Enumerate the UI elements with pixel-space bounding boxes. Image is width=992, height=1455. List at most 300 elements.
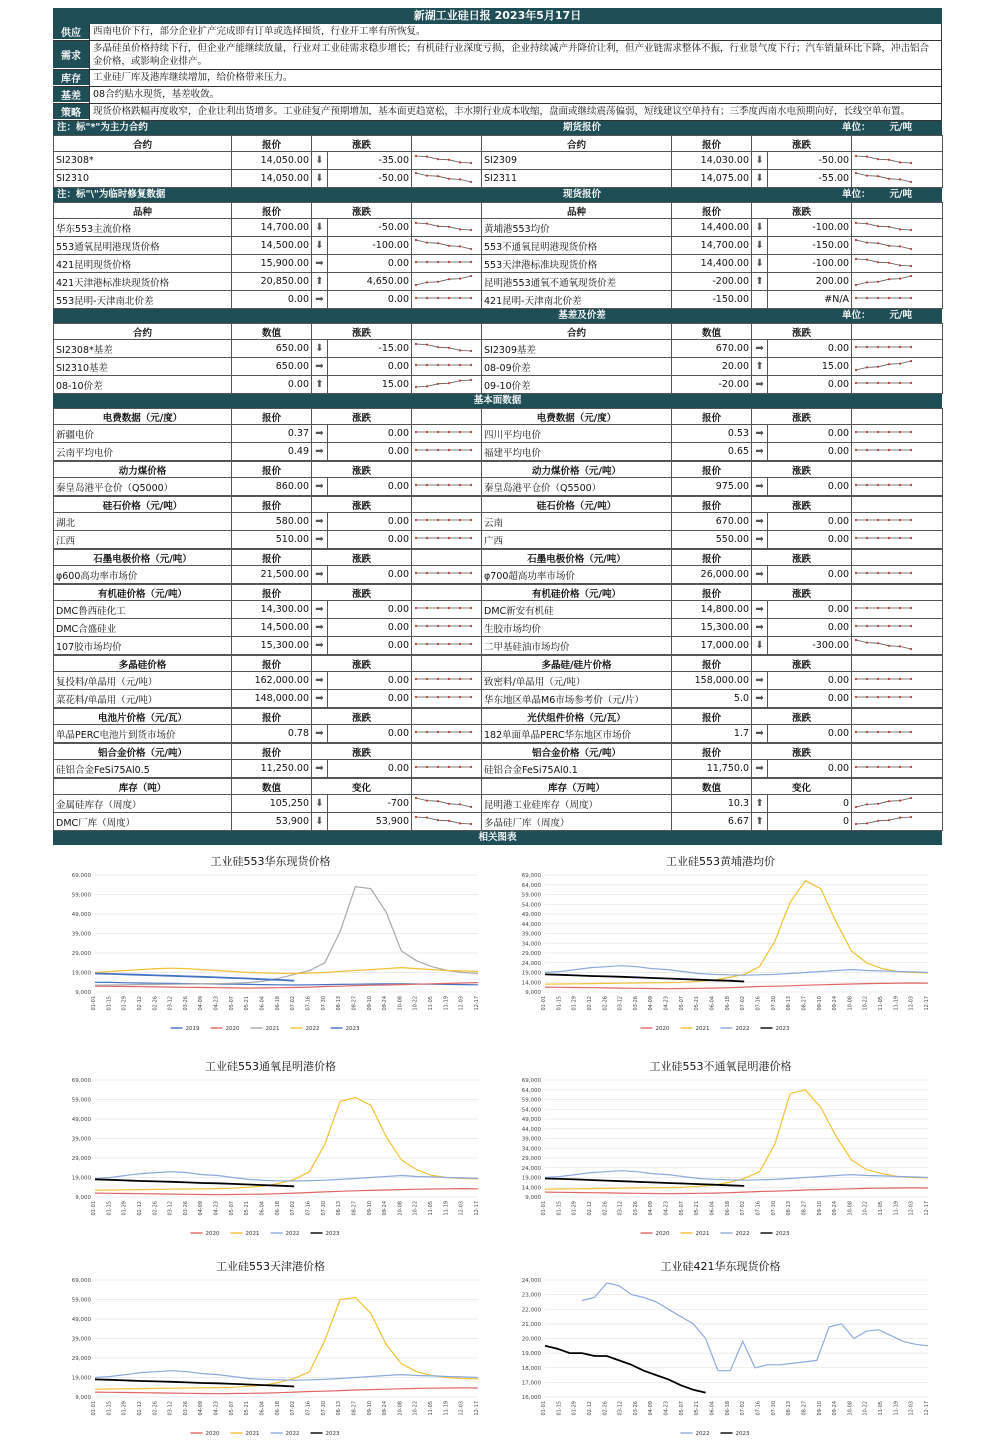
x-tick-label: 06-18: [724, 1201, 731, 1216]
x-tick-label: 01-01: [541, 996, 547, 1011]
x-tick-label: 01-29: [121, 996, 128, 1011]
sparkline: [852, 690, 914, 704]
row-name: DMC鲁西硅化工: [54, 601, 232, 619]
series-line-2022: [95, 1172, 478, 1181]
row-value: 10.3: [672, 795, 752, 813]
x-tick-label: 07-16: [755, 1401, 762, 1416]
row-sparkline: [412, 152, 482, 170]
x-tick-label: 02-12: [586, 996, 593, 1011]
sparkline: [852, 152, 914, 166]
column-header: 报价: [672, 497, 752, 513]
row-change: -50.00: [328, 219, 412, 237]
row-change: 0.00: [768, 513, 852, 531]
row-name: 182单面单晶PERC华东地区市场价: [482, 725, 672, 743]
summary-text: 现货价格跌幅再度收窄，企业让利出货增多。工业硅复产预期增加，基本面更趋宽松，丰水期行业成本收缩，盘面或继续震荡偏弱，短线建议空单持有；三季度西南水电预期向好，长线空单布置。: [89, 104, 942, 120]
x-tick-label: 05-21: [694, 1401, 701, 1416]
sparkline: [412, 566, 474, 580]
row-sparkline: [412, 795, 482, 813]
summary-label: 基差: [53, 87, 89, 103]
row-change: -300.00: [768, 637, 852, 655]
row-change: 0.00: [768, 425, 852, 443]
column-header: 涨跌: [752, 462, 852, 478]
row-name: 硅铝合金FeSi75Al0.1: [482, 760, 672, 778]
row-change: 0.00: [328, 425, 412, 443]
row-sparkline: [412, 566, 482, 584]
column-header: 涨跌: [312, 409, 412, 425]
column-header: 报价: [672, 136, 752, 152]
column-header: 报价: [232, 550, 312, 566]
column-header: [412, 462, 482, 478]
column-header: [412, 324, 482, 340]
column-header: 涨跌: [752, 324, 852, 340]
table-header-row: [54, 497, 943, 513]
row-sparkline: [412, 255, 482, 273]
x-tick-label: 01-01: [91, 996, 97, 1011]
section-title: 基本面数据: [53, 394, 942, 408]
row-change: 0.00: [328, 690, 412, 708]
row-name: DMC新安有机硅: [482, 601, 672, 619]
sparkline: [852, 255, 914, 269]
legend-label: 2022: [735, 1026, 750, 1032]
row-name: 华东553主流价格: [54, 219, 232, 237]
x-tick-label: 10-08: [397, 996, 404, 1011]
trend-arrow-icon: ➡: [752, 760, 768, 778]
row-name: 云南平均电价: [54, 443, 232, 461]
legend-label: 2019: [185, 1026, 200, 1032]
y-tick-label: 59,000: [71, 1297, 91, 1304]
x-tick-label: 11-19: [443, 996, 450, 1011]
row-name: 553通氧昆明港现货价格: [54, 237, 232, 255]
row-value: 14,400.00: [672, 219, 752, 237]
row-value: 580.00: [232, 513, 312, 531]
y-tick-label: 24,000: [521, 1278, 541, 1284]
x-tick-label: 07-30: [320, 996, 327, 1011]
x-tick-label: 11-05: [428, 996, 435, 1011]
x-tick-label: 08-13: [786, 1401, 793, 1416]
unit-value: 元/吨: [889, 122, 912, 133]
x-tick-label: 05-07: [228, 1201, 235, 1216]
summary-row: [53, 24, 942, 41]
row-sparkline: [412, 376, 482, 394]
y-tick-label: 49,000: [71, 1317, 91, 1323]
sparkline: [412, 237, 474, 251]
x-tick-label: 07-16: [305, 1201, 312, 1216]
row-sparkline: [412, 619, 482, 637]
column-header: 多晶硅/硅片价格: [482, 656, 672, 672]
sparkline: [852, 443, 914, 457]
column-header: 硅石价格（元/吨）: [482, 497, 672, 513]
sparkline: [852, 237, 914, 251]
row-change: -100.00: [328, 237, 412, 255]
legend-label: 2020: [205, 1431, 220, 1437]
row-sparkline: [852, 340, 943, 358]
sparkline: [412, 619, 474, 633]
x-tick-label: 11-05: [878, 1201, 885, 1216]
trend-arrow-icon: ➡: [312, 601, 328, 619]
x-tick-label: 12-03: [458, 1201, 465, 1216]
x-tick-label: 12-03: [908, 1201, 915, 1216]
y-tick-label: 69,000: [521, 1078, 541, 1084]
row-change: 0.00: [768, 601, 852, 619]
column-header: 数值: [232, 779, 312, 795]
legend-label: 2021: [265, 1026, 280, 1032]
column-header: 库存（吨）: [54, 779, 232, 795]
data-table: [53, 655, 943, 708]
sparkline: [412, 795, 474, 809]
row-name: 08-10价差: [54, 376, 232, 394]
column-header: 涨跌: [312, 550, 412, 566]
y-tick-label: 49,000: [71, 1117, 91, 1123]
x-tick-label: 09-10: [816, 1201, 823, 1216]
series-line-2023: [95, 1379, 294, 1386]
sparkline: [852, 566, 914, 580]
column-header: 报价: [672, 550, 752, 566]
x-tick-label: 08-27: [801, 996, 808, 1011]
row-sparkline: [412, 813, 482, 831]
row-value: 162,000.00: [232, 672, 312, 690]
y-tick-label: 29,000: [71, 1356, 91, 1362]
x-tick-label: 04-23: [213, 996, 220, 1011]
x-tick-label: 11-05: [878, 996, 885, 1011]
row-change: 0.00: [328, 566, 412, 584]
x-tick-label: 03-12: [167, 1401, 174, 1416]
row-change: 0: [768, 813, 852, 831]
row-sparkline: [852, 376, 943, 394]
table-header-row: [54, 744, 943, 760]
x-tick-label: 07-02: [740, 1401, 747, 1416]
row-name: 江西: [54, 531, 232, 549]
x-tick-label: 01-01: [91, 1201, 97, 1216]
x-tick-label: 02-26: [152, 1401, 159, 1416]
table-row: [54, 291, 943, 309]
x-tick-label: 10-22: [412, 1201, 419, 1216]
x-tick-label: 11-19: [443, 1401, 450, 1416]
row-sparkline: [852, 425, 943, 443]
x-tick-label: 01-15: [106, 996, 113, 1011]
x-tick-label: 05-21: [694, 996, 701, 1011]
row-sparkline: [852, 358, 943, 376]
x-tick-label: 08-27: [351, 1201, 358, 1216]
row-change: 0.00: [328, 513, 412, 531]
column-header: [412, 585, 482, 601]
x-tick-label: 08-13: [336, 1401, 343, 1416]
row-name: 08-09价差: [482, 358, 672, 376]
row-value: 0.53: [672, 425, 752, 443]
chart: [503, 845, 938, 1040]
row-change: #N/A: [768, 291, 852, 309]
column-header: 报价: [232, 409, 312, 425]
trend-arrow-icon: ➡: [752, 690, 768, 708]
series-line-2021: [95, 887, 478, 986]
legend-label: 2020: [225, 1026, 240, 1032]
sparkline: [412, 273, 474, 287]
chart: [503, 1250, 938, 1445]
row-value: 105,250: [232, 795, 312, 813]
x-tick-label: 12-17: [474, 996, 480, 1011]
sparkline: [412, 358, 474, 372]
trend-arrow-icon: ⬆: [752, 795, 768, 813]
row-change: 15.00: [768, 358, 852, 376]
row-sparkline: [412, 273, 482, 291]
x-tick-label: 04-23: [663, 1201, 670, 1216]
row-name: 09-10价差: [482, 376, 672, 394]
x-tick-label: 10-08: [847, 1201, 854, 1216]
row-value: 14,050.00: [232, 152, 312, 170]
trend-arrow-icon: ➡: [752, 619, 768, 637]
x-tick-label: 09-10: [366, 996, 373, 1011]
x-tick-label: 05-07: [228, 996, 235, 1011]
y-tick-label: 22,000: [521, 1307, 541, 1314]
row-sparkline: [852, 619, 943, 637]
x-tick-label: 01-29: [571, 996, 578, 1011]
row-name: 新疆电价: [54, 425, 232, 443]
column-header: [412, 744, 482, 760]
row-name: SI2308*: [54, 152, 232, 170]
y-tick-label: 9,000: [525, 990, 541, 996]
section-title: 基差及价差: [558, 310, 606, 321]
data-table: [53, 743, 943, 778]
x-tick-label: 01-01: [541, 1201, 547, 1216]
row-name: 秦皇岛港平仓价（Q5000）: [54, 478, 232, 496]
x-tick-label: 06-04: [259, 1401, 266, 1416]
y-tick-label: 49,000: [521, 912, 541, 918]
table-header-row: [54, 462, 943, 478]
y-tick-label: 23,000: [521, 1292, 541, 1299]
row-name: 硅铝合金FeSi75Al0.5: [54, 760, 232, 778]
table-row: [54, 637, 943, 655]
x-tick-label: 10-22: [412, 1401, 419, 1416]
row-change: 0.00: [768, 760, 852, 778]
row-name: 多晶硅厂库（周度）: [482, 813, 672, 831]
y-tick-label: 19,000: [71, 970, 91, 977]
x-tick-label: 01-29: [571, 1401, 578, 1416]
column-header: [412, 779, 482, 795]
trend-arrow-icon: ➡: [312, 690, 328, 708]
x-tick-label: 07-30: [320, 1201, 327, 1216]
row-name: 金属硅库存（周度）: [54, 795, 232, 813]
row-value: 17,000.00: [672, 637, 752, 655]
row-value: 14,800.00: [672, 601, 752, 619]
trend-arrow-icon: ➡: [752, 443, 768, 461]
row-name: 421昆明现货价格: [54, 255, 232, 273]
row-change: 0.00: [768, 376, 852, 394]
row-name: 福建平均电价: [482, 443, 672, 461]
sparkline: [412, 255, 474, 269]
table-header-row: [54, 656, 943, 672]
y-tick-label: 69,000: [71, 1278, 91, 1284]
column-header: 有机硅价格（元/吨）: [482, 585, 672, 601]
y-tick-label: 69,000: [71, 1078, 91, 1084]
row-sparkline: [852, 566, 943, 584]
sparkline: [412, 672, 474, 686]
x-tick-label: 06-04: [709, 996, 716, 1011]
section-note: 注：标"*"为主力合约: [57, 122, 148, 133]
row-value: 650.00: [232, 340, 312, 358]
sparkline: [412, 376, 474, 390]
row-sparkline: [412, 725, 482, 743]
trend-arrow-icon: ➡: [312, 531, 328, 549]
column-header: [852, 550, 943, 566]
row-change: -100.00: [768, 255, 852, 273]
column-header: 报价: [232, 497, 312, 513]
trend-arrow-icon: ➡: [312, 513, 328, 531]
sparkline: [852, 795, 914, 809]
row-sparkline: [852, 601, 943, 619]
row-change: 0.00: [768, 340, 852, 358]
series-line-2021: [545, 881, 928, 984]
column-header: 有机硅价格（元/吨）: [54, 585, 232, 601]
row-value: 860.00: [232, 478, 312, 496]
sparkline: [412, 152, 474, 166]
row-change: 53,900: [328, 813, 412, 831]
y-tick-label: 24,000: [521, 960, 541, 967]
column-header: 多晶硅价格: [54, 656, 232, 672]
row-name: 广西: [482, 531, 672, 549]
chart-svg: [53, 1250, 488, 1445]
x-tick-label: 01-29: [121, 1401, 128, 1416]
x-tick-label: 12-17: [474, 1401, 480, 1416]
column-header: [852, 203, 943, 219]
x-tick-label: 04-09: [648, 1201, 655, 1216]
column-header: [852, 656, 943, 672]
section-title: 现货报价: [562, 189, 601, 200]
trend-arrow-icon: ⬇: [752, 237, 768, 255]
x-tick-label: 03-26: [182, 1201, 189, 1216]
trend-arrow-icon: ➡: [312, 725, 328, 743]
series-line-2023: [95, 974, 294, 981]
x-tick-label: 02-26: [602, 1401, 609, 1416]
row-value: 6.67: [672, 813, 752, 831]
summary-row: [53, 87, 942, 104]
sparkline: [852, 813, 914, 827]
x-tick-label: 06-18: [724, 1401, 731, 1416]
row-value: 670.00: [672, 340, 752, 358]
row-change: 0.00: [768, 443, 852, 461]
row-sparkline: [852, 237, 943, 255]
x-tick-label: 12-03: [908, 996, 915, 1011]
y-tick-label: 49,000: [71, 912, 91, 918]
y-tick-label: 17,000: [521, 1380, 541, 1387]
row-sparkline: [852, 760, 943, 778]
row-name: 昆明港工业硅库存（周度）: [482, 795, 672, 813]
unit-label: 单位：: [842, 122, 871, 133]
series-line-2022: [545, 1171, 928, 1181]
x-tick-label: 04-23: [213, 1201, 220, 1216]
column-header: 涨跌: [752, 656, 852, 672]
x-tick-label: 10-08: [847, 996, 854, 1011]
x-tick-label: 10-08: [397, 1401, 404, 1416]
y-tick-label: 39,000: [71, 1336, 91, 1343]
row-sparkline: [852, 443, 943, 461]
x-tick-label: 01-15: [556, 1401, 563, 1416]
x-tick-label: 05-21: [694, 1201, 701, 1216]
legend-label: 2023: [345, 1026, 360, 1032]
column-header: 报价: [232, 709, 312, 725]
column-header: 涨跌: [312, 462, 412, 478]
row-change: 0.00: [768, 690, 852, 708]
row-sparkline: [852, 273, 943, 291]
sparkline: [852, 601, 914, 615]
row-change: 0.00: [768, 725, 852, 743]
table-row: [54, 376, 943, 394]
series-line-2022: [545, 966, 928, 976]
x-tick-label: 12-17: [924, 1401, 930, 1416]
legend-label: 2022: [285, 1231, 300, 1237]
x-tick-label: 01-01: [91, 1401, 97, 1416]
sparkline: [412, 813, 474, 827]
row-change: -50.00: [328, 170, 412, 188]
row-value: 11,250.00: [232, 760, 312, 778]
data-table: [53, 708, 943, 743]
sparkline: [412, 531, 474, 545]
column-header: [412, 203, 482, 219]
y-tick-label: 9,000: [75, 1395, 91, 1401]
x-tick-label: 08-13: [786, 1201, 793, 1216]
y-tick-label: 19,000: [521, 1175, 541, 1182]
row-name: 黄埔港553均价: [482, 219, 672, 237]
trend-arrow-icon: ⬇: [752, 152, 768, 170]
column-header: 报价: [232, 203, 312, 219]
x-tick-label: 08-27: [351, 1401, 358, 1416]
table-row: [54, 425, 943, 443]
sparkline: [412, 340, 474, 354]
row-sparkline: [412, 760, 482, 778]
column-header: 涨跌: [312, 203, 412, 219]
x-tick-label: 06-04: [259, 996, 266, 1011]
legend-label: 2022: [285, 1431, 300, 1437]
legend-label: 2021: [245, 1431, 260, 1437]
row-value: 510.00: [232, 531, 312, 549]
column-header: 报价: [232, 462, 312, 478]
row-sparkline: [852, 795, 943, 813]
x-tick-label: 11-05: [878, 1401, 885, 1416]
x-tick-label: 04-23: [663, 1401, 670, 1416]
x-tick-label: 04-09: [648, 996, 655, 1011]
x-tick-label: 02-26: [152, 1201, 159, 1216]
x-tick-label: 10-22: [862, 1201, 869, 1216]
row-sparkline: [412, 340, 482, 358]
column-header: 涨跌: [312, 709, 412, 725]
sparkline: [852, 760, 914, 774]
unit-value: 元/吨: [889, 189, 912, 200]
column-header: 涨跌: [312, 136, 412, 152]
x-tick-label: 02-26: [602, 1201, 609, 1216]
column-header: 电费数据（元/度）: [482, 409, 672, 425]
summary-text: 多晶硅虽价格持续下行，但企业产能继续放量，行业对工业硅需求稳步增长；有机硅行业深度亏损，企业持续减产并降价让利，但产业链需求整体不振，行业景气度下行；汽车销量环比下降，冲击铝合金价格，或影响企业排产。: [89, 41, 942, 69]
x-tick-label: 04-23: [213, 1401, 220, 1416]
column-header: [852, 779, 943, 795]
column-header: [852, 136, 943, 152]
x-tick-label: 05-07: [678, 1201, 685, 1216]
y-tick-label: 29,000: [521, 1156, 541, 1162]
column-header: 报价: [672, 409, 752, 425]
column-header: 报价: [672, 744, 752, 760]
x-tick-label: 03-12: [167, 996, 174, 1011]
column-header: [412, 656, 482, 672]
row-sparkline: [412, 637, 482, 655]
row-sparkline: [412, 425, 482, 443]
x-tick-label: 02-26: [152, 996, 159, 1011]
column-header: 硅石价格（元/吨）: [54, 497, 232, 513]
column-header: 涨跌: [312, 585, 412, 601]
summary-section: [53, 24, 942, 121]
row-change: 0.00: [328, 637, 412, 655]
y-tick-label: 19,000: [521, 970, 541, 977]
legend-label: 2022: [305, 1026, 320, 1032]
row-change: -150.00: [768, 237, 852, 255]
y-tick-label: 14,000: [521, 1185, 541, 1192]
series-line-2023: [545, 974, 744, 981]
